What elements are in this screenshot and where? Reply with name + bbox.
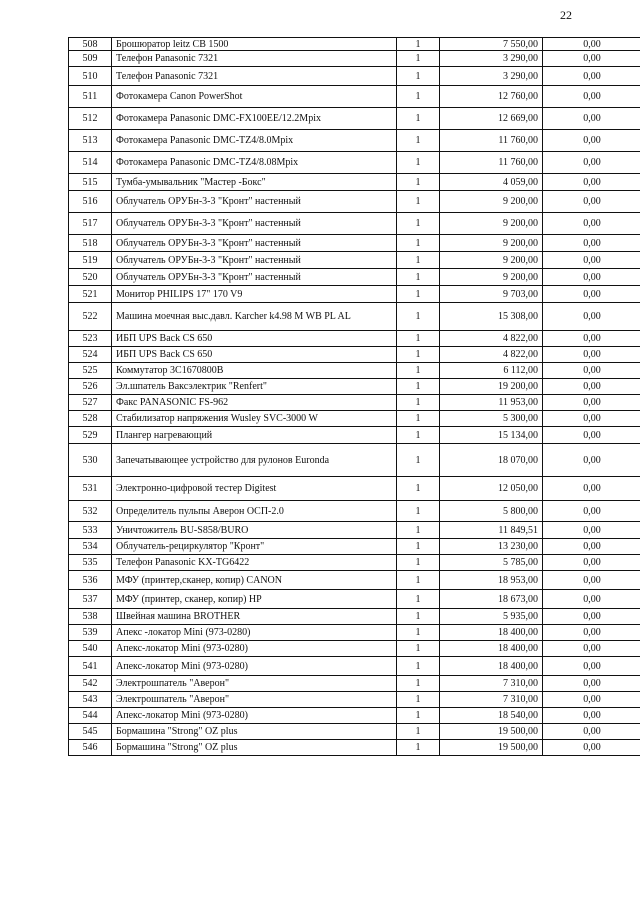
table-row bbox=[69, 331, 640, 347]
item-name: МФУ (принтер,сканер, копир) CANON bbox=[112, 571, 397, 590]
item-residual-value: 0,00 bbox=[543, 347, 640, 363]
item-price: 12 669,00 bbox=[440, 108, 543, 130]
item-name: Коммутатор 3C1670800B bbox=[112, 363, 397, 379]
item-name: Апекс -локатор Mini (973-0280) bbox=[112, 625, 397, 641]
item-price: 9 200,00 bbox=[440, 213, 543, 235]
item-price: 11 760,00 bbox=[440, 152, 543, 174]
item-price: 18 673,00 bbox=[440, 590, 543, 609]
item-residual-value: 0,00 bbox=[543, 539, 640, 555]
table-row bbox=[69, 539, 640, 555]
item-price: 18 400,00 bbox=[440, 625, 543, 641]
row-number: 535 bbox=[69, 555, 112, 571]
table-row bbox=[69, 235, 640, 252]
item-residual-value: 0,00 bbox=[543, 427, 640, 444]
item-quantity: 1 bbox=[397, 108, 440, 130]
row-number: 534 bbox=[69, 539, 112, 555]
item-price: 7 310,00 bbox=[440, 676, 543, 692]
table-row bbox=[69, 501, 640, 522]
item-quantity: 1 bbox=[397, 303, 440, 331]
table-row bbox=[69, 86, 640, 108]
item-quantity: 1 bbox=[397, 213, 440, 235]
item-residual-value: 0,00 bbox=[543, 152, 640, 174]
item-residual-value: 0,00 bbox=[543, 213, 640, 235]
item-name: Облучатель ОРУБн-3-3 "Кронт" настенный bbox=[112, 235, 397, 252]
item-quantity: 1 bbox=[397, 152, 440, 174]
item-residual-value: 0,00 bbox=[543, 363, 640, 379]
row-number: 515 bbox=[69, 174, 112, 191]
row-number: 518 bbox=[69, 235, 112, 252]
item-quantity: 1 bbox=[397, 590, 440, 609]
row-number: 511 bbox=[69, 86, 112, 108]
item-quantity: 1 bbox=[397, 38, 440, 51]
row-number: 543 bbox=[69, 692, 112, 708]
table-row bbox=[69, 303, 640, 331]
item-residual-value: 0,00 bbox=[543, 235, 640, 252]
item-price: 19 500,00 bbox=[440, 740, 543, 756]
row-number: 530 bbox=[69, 444, 112, 477]
item-residual-value: 0,00 bbox=[543, 411, 640, 427]
item-name: Апекс-локатор Mini (973-0280) bbox=[112, 657, 397, 676]
item-quantity: 1 bbox=[397, 363, 440, 379]
item-quantity: 1 bbox=[397, 331, 440, 347]
item-quantity: 1 bbox=[397, 609, 440, 625]
item-name: Факс PANASONIC FS-962 bbox=[112, 395, 397, 411]
row-number: 516 bbox=[69, 191, 112, 213]
item-name: Стабилизатор напряжения Wusley SVC-3000 W bbox=[112, 411, 397, 427]
table-row bbox=[69, 724, 640, 740]
item-price: 15 134,00 bbox=[440, 427, 543, 444]
item-name: Облучатель ОРУБн-3-3 "Кронт" настенный bbox=[112, 252, 397, 269]
item-price: 5 300,00 bbox=[440, 411, 543, 427]
table-row bbox=[69, 477, 640, 501]
row-number: 541 bbox=[69, 657, 112, 676]
table-row bbox=[69, 657, 640, 676]
item-quantity: 1 bbox=[397, 444, 440, 477]
item-name: Машина моечная выс.давл. Karcher k4.98 M WB PL AL bbox=[112, 303, 397, 331]
table-row bbox=[69, 641, 640, 657]
table-row bbox=[69, 625, 640, 641]
item-price: 5 935,00 bbox=[440, 609, 543, 625]
item-name: Электронно-цифровой тестер Digitest bbox=[112, 477, 397, 501]
item-quantity: 1 bbox=[397, 708, 440, 724]
item-name: Электрошпатель "Аверон" bbox=[112, 692, 397, 708]
item-name: Облучатель ОРУБн-3-3 "Кронт" настенный bbox=[112, 191, 397, 213]
row-number: 537 bbox=[69, 590, 112, 609]
item-quantity: 1 bbox=[397, 411, 440, 427]
item-name: Плангер нагревающий bbox=[112, 427, 397, 444]
item-residual-value: 0,00 bbox=[543, 501, 640, 522]
item-residual-value: 0,00 bbox=[543, 86, 640, 108]
item-price: 9 200,00 bbox=[440, 269, 543, 286]
item-price: 19 500,00 bbox=[440, 724, 543, 740]
table-row bbox=[69, 379, 640, 395]
row-number: 517 bbox=[69, 213, 112, 235]
item-name: Фотокамера Panasonic DMC-FX100EE/12.2Mpix bbox=[112, 108, 397, 130]
row-number: 512 bbox=[69, 108, 112, 130]
item-price: 9 200,00 bbox=[440, 235, 543, 252]
item-quantity: 1 bbox=[397, 522, 440, 539]
item-residual-value: 0,00 bbox=[543, 477, 640, 501]
row-number: 525 bbox=[69, 363, 112, 379]
item-name: ИБП UPS Back CS 650 bbox=[112, 331, 397, 347]
item-price: 3 290,00 bbox=[440, 67, 543, 86]
item-name: Апекс-локатор Mini (973-0280) bbox=[112, 641, 397, 657]
item-price: 18 400,00 bbox=[440, 641, 543, 657]
row-number: 522 bbox=[69, 303, 112, 331]
table-row bbox=[69, 609, 640, 625]
table-row bbox=[69, 347, 640, 363]
item-price: 6 112,00 bbox=[440, 363, 543, 379]
page-number: 22 bbox=[560, 8, 572, 22]
item-name: Телефон Panasonic 7321 bbox=[112, 51, 397, 67]
item-quantity: 1 bbox=[397, 692, 440, 708]
item-residual-value: 0,00 bbox=[543, 522, 640, 539]
row-number: 531 bbox=[69, 477, 112, 501]
item-price: 7 310,00 bbox=[440, 692, 543, 708]
item-residual-value: 0,00 bbox=[543, 174, 640, 191]
item-quantity: 1 bbox=[397, 539, 440, 555]
table-row bbox=[69, 38, 640, 51]
item-quantity: 1 bbox=[397, 252, 440, 269]
item-residual-value: 0,00 bbox=[543, 609, 640, 625]
row-number: 509 bbox=[69, 51, 112, 67]
item-name: ИБП UPS Back CS 650 bbox=[112, 347, 397, 363]
item-price: 5 800,00 bbox=[440, 501, 543, 522]
table-row bbox=[69, 444, 640, 477]
item-residual-value: 0,00 bbox=[543, 395, 640, 411]
table-row bbox=[69, 522, 640, 539]
table-row bbox=[69, 676, 640, 692]
item-quantity: 1 bbox=[397, 379, 440, 395]
item-residual-value: 0,00 bbox=[543, 708, 640, 724]
item-name: Бормашина "Strong" OZ plus bbox=[112, 724, 397, 740]
table-row bbox=[69, 51, 640, 67]
row-number: 542 bbox=[69, 676, 112, 692]
table-row bbox=[69, 286, 640, 303]
item-price: 4 059,00 bbox=[440, 174, 543, 191]
row-number: 514 bbox=[69, 152, 112, 174]
item-residual-value: 0,00 bbox=[543, 67, 640, 86]
item-quantity: 1 bbox=[397, 130, 440, 152]
item-residual-value: 0,00 bbox=[543, 571, 640, 590]
table-row bbox=[69, 67, 640, 86]
item-price: 18 953,00 bbox=[440, 571, 543, 590]
item-price: 18 400,00 bbox=[440, 657, 543, 676]
item-residual-value: 0,00 bbox=[543, 38, 640, 51]
item-name: Запечатывающее устройство для рулонов Euronda bbox=[112, 444, 397, 477]
item-price: 5 785,00 bbox=[440, 555, 543, 571]
table-row bbox=[69, 427, 640, 444]
item-residual-value: 0,00 bbox=[543, 108, 640, 130]
item-name: Определитель пульпы Аверон ОСП-2.0 bbox=[112, 501, 397, 522]
item-residual-value: 0,00 bbox=[543, 676, 640, 692]
item-residual-value: 0,00 bbox=[543, 724, 640, 740]
item-residual-value: 0,00 bbox=[543, 303, 640, 331]
item-quantity: 1 bbox=[397, 174, 440, 191]
item-quantity: 1 bbox=[397, 269, 440, 286]
item-price: 9 703,00 bbox=[440, 286, 543, 303]
item-quantity: 1 bbox=[397, 676, 440, 692]
row-number: 510 bbox=[69, 67, 112, 86]
inventory-table-body bbox=[69, 38, 640, 756]
row-number: 533 bbox=[69, 522, 112, 539]
item-quantity: 1 bbox=[397, 235, 440, 252]
row-number: 536 bbox=[69, 571, 112, 590]
table-row bbox=[69, 191, 640, 213]
item-name: Фотокамера Panasonic DMC-TZ4/8.0Mpix bbox=[112, 130, 397, 152]
row-number: 538 bbox=[69, 609, 112, 625]
item-quantity: 1 bbox=[397, 555, 440, 571]
item-residual-value: 0,00 bbox=[543, 444, 640, 477]
table-row bbox=[69, 395, 640, 411]
item-quantity: 1 bbox=[397, 625, 440, 641]
item-quantity: 1 bbox=[397, 395, 440, 411]
item-residual-value: 0,00 bbox=[543, 286, 640, 303]
row-number: 524 bbox=[69, 347, 112, 363]
row-number: 519 bbox=[69, 252, 112, 269]
item-price: 11 849,51 bbox=[440, 522, 543, 539]
item-quantity: 1 bbox=[397, 347, 440, 363]
item-price: 3 290,00 bbox=[440, 51, 543, 67]
item-residual-value: 0,00 bbox=[543, 625, 640, 641]
item-price: 18 070,00 bbox=[440, 444, 543, 477]
table-row bbox=[69, 708, 640, 724]
item-price: 12 760,00 bbox=[440, 86, 543, 108]
table-row bbox=[69, 555, 640, 571]
item-price: 4 822,00 bbox=[440, 347, 543, 363]
row-number: 520 bbox=[69, 269, 112, 286]
item-residual-value: 0,00 bbox=[543, 555, 640, 571]
item-name: Электрошпатель "Аверон" bbox=[112, 676, 397, 692]
item-quantity: 1 bbox=[397, 191, 440, 213]
table-row bbox=[69, 692, 640, 708]
item-residual-value: 0,00 bbox=[543, 252, 640, 269]
item-name: Монитор PHILIPS 17" 170 V9 bbox=[112, 286, 397, 303]
row-number: 544 bbox=[69, 708, 112, 724]
item-price: 4 822,00 bbox=[440, 331, 543, 347]
item-name: Облучатель ОРУБн-3-3 "Кронт" настенный bbox=[112, 269, 397, 286]
row-number: 508 bbox=[69, 38, 112, 51]
item-name: Облучатель ОРУБн-3-3 "Кронт" настенный bbox=[112, 213, 397, 235]
item-price: 7 550,00 bbox=[440, 38, 543, 51]
row-number: 526 bbox=[69, 379, 112, 395]
table-row bbox=[69, 590, 640, 609]
row-number: 527 bbox=[69, 395, 112, 411]
item-price: 19 200,00 bbox=[440, 379, 543, 395]
table-row bbox=[69, 252, 640, 269]
item-price: 9 200,00 bbox=[440, 191, 543, 213]
table-row bbox=[69, 130, 640, 152]
item-price: 11 953,00 bbox=[440, 395, 543, 411]
item-quantity: 1 bbox=[397, 86, 440, 108]
item-price: 9 200,00 bbox=[440, 252, 543, 269]
item-quantity: 1 bbox=[397, 657, 440, 676]
row-number: 523 bbox=[69, 331, 112, 347]
item-residual-value: 0,00 bbox=[543, 130, 640, 152]
item-quantity: 1 bbox=[397, 67, 440, 86]
item-quantity: 1 bbox=[397, 724, 440, 740]
item-residual-value: 0,00 bbox=[543, 51, 640, 67]
item-quantity: 1 bbox=[397, 477, 440, 501]
item-name: Брошюратор leitz CB 1500 bbox=[112, 38, 397, 51]
item-residual-value: 0,00 bbox=[543, 590, 640, 609]
item-quantity: 1 bbox=[397, 427, 440, 444]
item-quantity: 1 bbox=[397, 641, 440, 657]
row-number: 532 bbox=[69, 501, 112, 522]
item-residual-value: 0,00 bbox=[543, 191, 640, 213]
row-number: 539 bbox=[69, 625, 112, 641]
table-row bbox=[69, 740, 640, 756]
table-row bbox=[69, 571, 640, 590]
item-name: МФУ (принтер, сканер, копир) HP bbox=[112, 590, 397, 609]
item-price: 13 230,00 bbox=[440, 539, 543, 555]
item-residual-value: 0,00 bbox=[543, 657, 640, 676]
table-row bbox=[69, 213, 640, 235]
row-number: 521 bbox=[69, 286, 112, 303]
row-number: 529 bbox=[69, 427, 112, 444]
item-name: Фотокамера Canon PowerShot bbox=[112, 86, 397, 108]
inventory-table bbox=[68, 37, 640, 756]
item-name: Бормашина "Strong" OZ plus bbox=[112, 740, 397, 756]
item-residual-value: 0,00 bbox=[543, 641, 640, 657]
item-name: Швейная машина BROTHER bbox=[112, 609, 397, 625]
row-number: 528 bbox=[69, 411, 112, 427]
item-residual-value: 0,00 bbox=[543, 692, 640, 708]
item-residual-value: 0,00 bbox=[543, 740, 640, 756]
row-number: 546 bbox=[69, 740, 112, 756]
table-row bbox=[69, 152, 640, 174]
item-residual-value: 0,00 bbox=[543, 379, 640, 395]
row-number: 540 bbox=[69, 641, 112, 657]
item-residual-value: 0,00 bbox=[543, 269, 640, 286]
item-price: 12 050,00 bbox=[440, 477, 543, 501]
table-row bbox=[69, 174, 640, 191]
item-name: Телефон Panasonic KX-TG6422 bbox=[112, 555, 397, 571]
row-number: 513 bbox=[69, 130, 112, 152]
item-name: Тумба-умывальник "Мастер -Бокс" bbox=[112, 174, 397, 191]
row-number: 545 bbox=[69, 724, 112, 740]
item-price: 18 540,00 bbox=[440, 708, 543, 724]
item-quantity: 1 bbox=[397, 740, 440, 756]
item-name: Уничтожитель BU-S858/BURO bbox=[112, 522, 397, 539]
item-price: 15 308,00 bbox=[440, 303, 543, 331]
item-residual-value: 0,00 bbox=[543, 331, 640, 347]
item-quantity: 1 bbox=[397, 286, 440, 303]
table-row bbox=[69, 411, 640, 427]
table-row bbox=[69, 108, 640, 130]
item-quantity: 1 bbox=[397, 51, 440, 67]
item-price: 11 760,00 bbox=[440, 130, 543, 152]
item-name: Телефон Panasonic 7321 bbox=[112, 67, 397, 86]
item-name: Апекс-локатор Mini (973-0280) bbox=[112, 708, 397, 724]
table-row bbox=[69, 363, 640, 379]
item-name: Эл.шпатель Ваксэлектрик "Renfert" bbox=[112, 379, 397, 395]
item-quantity: 1 bbox=[397, 501, 440, 522]
table-row bbox=[69, 269, 640, 286]
item-name: Облучатель-рециркулятор "Кронт" bbox=[112, 539, 397, 555]
item-quantity: 1 bbox=[397, 571, 440, 590]
item-name: Фотокамера Panasonic DMC-TZ4/8.08Mpix bbox=[112, 152, 397, 174]
